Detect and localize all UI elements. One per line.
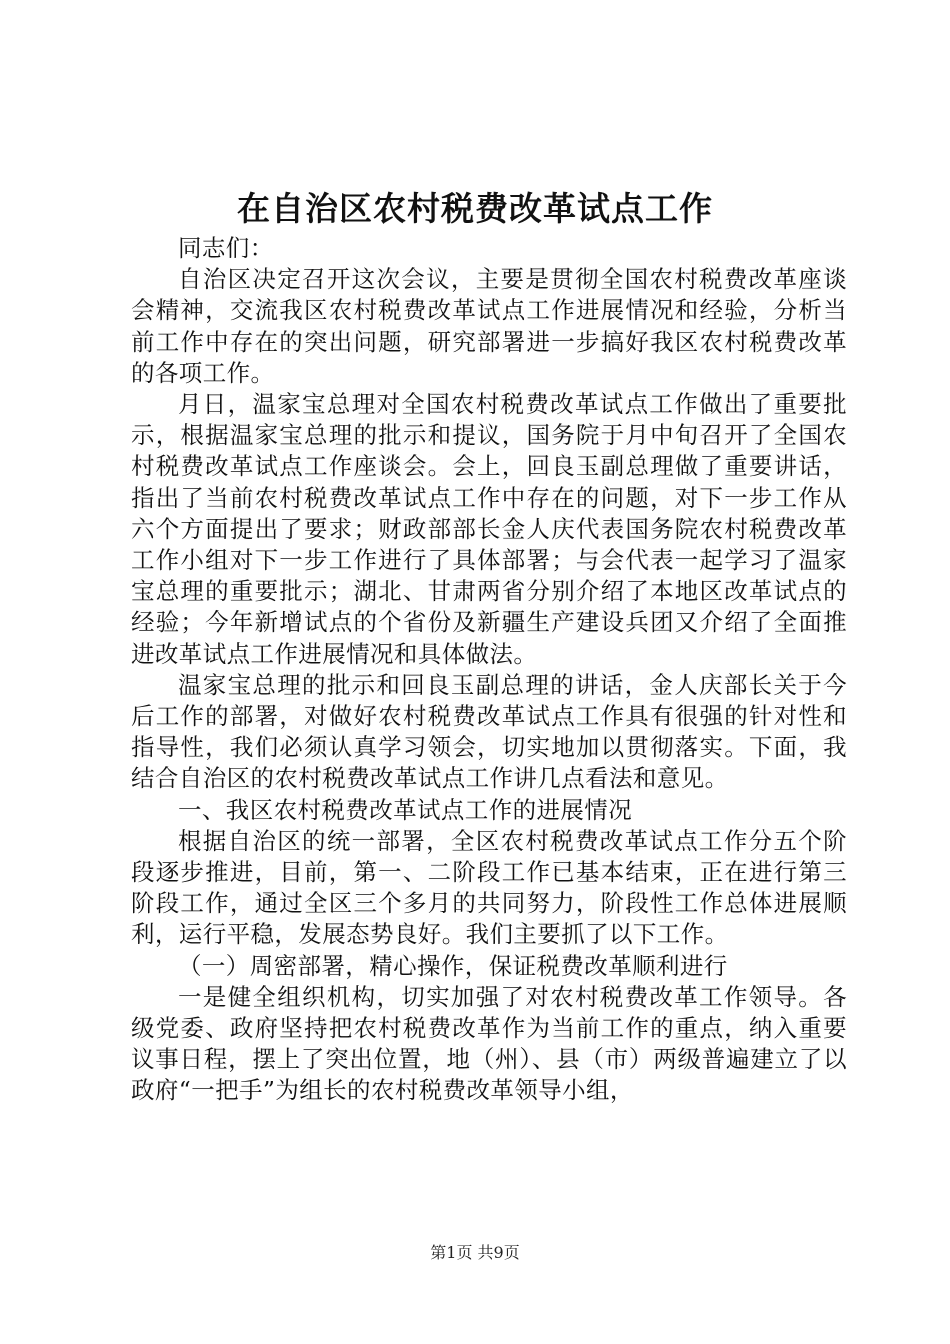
document-title: 在自治区农村税费改革试点工作	[237, 189, 713, 228]
document-body	[131, 233, 847, 1107]
section-heading: 一、我区农村税费改革试点工作的进展情况	[178, 795, 633, 824]
paragraph-salutation: 同志们：	[178, 234, 274, 262]
paragraph: 根据自治区的统一部署，全区农村税费改革试点工作分五个阶段逐步推进，目前，第一、二阶段工作已基本结束，正在进行第三阶段工作，通过全区三个多月的共同努力，阶段性工作总体进展顺利，运行平稳，发展态势良好。我们主要抓了以下工作。	[131, 826, 847, 949]
paragraph: 月日，温家宝总理对全国农村税费改革试点工作做出了重要批示，根据温家宝总理的批示和提议，国务院于月中旬召开了全国农村税费改革试点工作座谈会。会上，回良玉副总理做了重要讲话，指出了当前农村税费改革试点工作中存在的问题，对下一步工作从六个方面提出了要求；财政部部长金人庆代表国务院农村税费改革工作小组对下一步工作进行了具体部署；与会代表一起学习了温家宝总理的重要批示；湖北、甘肃两省分别介绍了本地区改革试点的经验；今年新增试点的个省份及新疆生产建设兵团又介绍了全面推进改革试点工作进展情况和具体做法。	[131, 390, 847, 668]
paragraph: 自治区决定召开这次会议，主要是贯彻全国农村税费改革座谈会精神，交流我区农村税费改革试点工作进展情况和经验，分析当前工作中存在的突出问题，研究部署进一步搞好我区农村税费改革的各项工作。	[131, 265, 847, 387]
page-footer: 第1页 共9页	[430, 1243, 520, 1262]
paragraph: 温家宝总理的批示和回良玉副总理的讲话，金人庆部长关于今后工作的部署，对做好农村税费改革试点工作具有很强的针对性和指导性，我们必须认真学习领会，切实地加以贯彻落实。下面，我结合自治区的农村税费改革试点工作讲几点看法和意见。	[131, 670, 847, 793]
paragraph: 一是健全组织机构，切实加强了对农村税费改革工作领导。各级党委、政府坚持把农村税费改革作为当前工作的重点，纳入重要议事日程，摆上了突出位置，地（州）、县（市）两级普遍建立了以政府“一把手”为组长的农村税费改革领导小组，	[131, 982, 847, 1105]
subsection-heading: （一）周密部署，精心操作，保证税费改革顺利进行	[178, 951, 728, 980]
